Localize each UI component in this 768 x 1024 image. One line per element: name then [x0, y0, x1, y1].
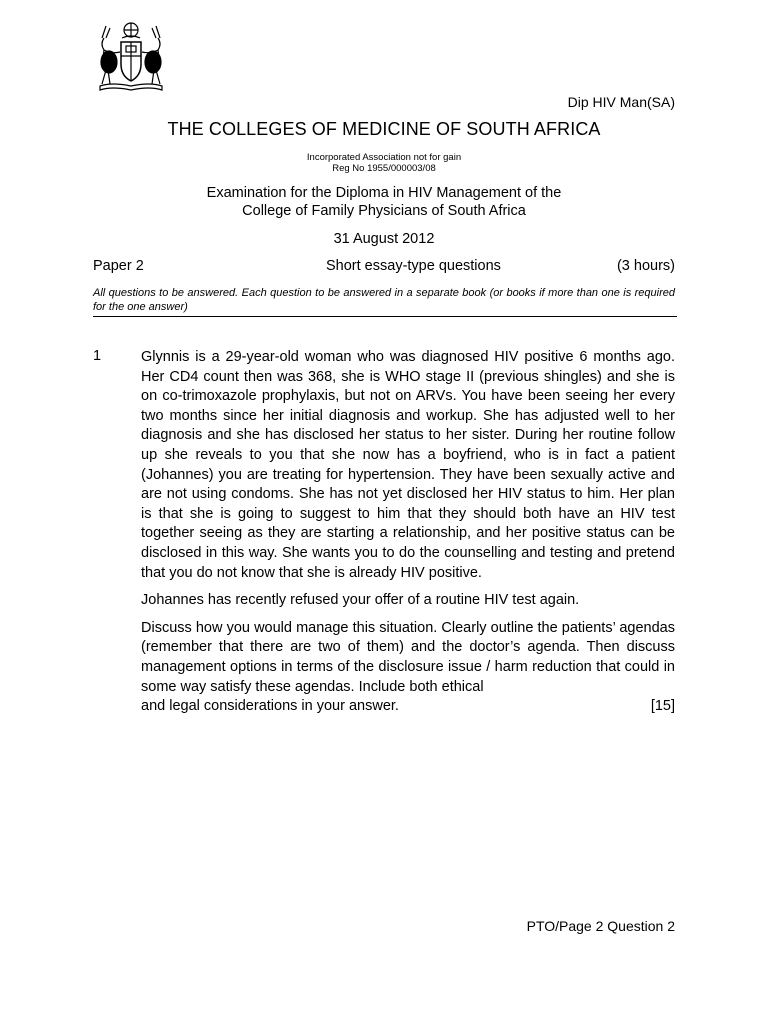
question-body: [141, 348, 675, 717]
divider-line: [93, 316, 677, 317]
question-paragraph-1: Glynnis is a 29-year-old woman who was diagnosed HIV positive 6 months ago. Her CD4 count then was 368, she is WHO stage II (previous shingles) and she is on co-trimoxazole prophylaxis, but not on ARVs. You have been seeing her every two months since her initial diagnosis and workup. She has adjusted well to her diagnosis and she has disclosed her status to her sister. During her routine follow up she reveals to you that she now has a boyfriend, who is in fact a patient (Johannes) you are treating for hypertension. They have been sexually active and are not using condoms. She has not yet disclosed her HIV status to him. Her plan is that she is going to suggest to him that they should both have an HIV test together seeing as they are starting a relationship, and her positive status can be disclosed in this way. She wants you to do the counselling and testing and pretend that you do not know that she is already HIV positive.: [141, 349, 675, 581]
page-footer-pto: PTO/Page 2 Question 2: [526, 918, 675, 934]
exam-duration: (3 hours): [616, 258, 675, 274]
question-type: Short essay-type questions: [326, 258, 501, 274]
question-paragraph-2: Johannes has recently refused your offer of a routine HIV test again.: [141, 592, 580, 609]
question-paragraph-3-end: and legal considerations in your answer.: [141, 698, 399, 715]
question-marks: [15]: [650, 698, 675, 715]
institution-title: THE COLLEGES OF MEDICINE OF SOUTH AFRICA: [167, 119, 601, 139]
question-paragraph-3: Discuss how you would manage this situation. Clearly outline the patients’ agendas (remember that there are two of them) and the doctor’s agenda. Then discuss management options in terms of the disclosure issue / harm reduction that could in some way satisfy these agendas. Include both ethical: [141, 619, 675, 695]
exam-code: Dip HIV Man(SA): [567, 94, 675, 110]
paper-info-row: [93, 258, 675, 278]
question-final-line: [141, 697, 675, 717]
exam-date: 31 August 2012: [333, 231, 435, 247]
exam-instructions: All questions to be answered. Each question to be answered in a separate book (or books if more than one is required for the one answer): [93, 287, 675, 313]
question-number: 1: [93, 348, 102, 364]
coat-of-arms-logo: [92, 18, 170, 92]
exam-title-line2: College of Family Physicians of South Africa: [242, 203, 526, 219]
registration-number: Reg No 1955/000003/08: [332, 163, 436, 174]
paper-number: Paper 2: [93, 258, 144, 274]
incorporated-note: Incorporated Association not for gain: [306, 152, 462, 163]
exam-title-line1: Examination for the Diploma in HIV Management of the: [206, 185, 562, 201]
